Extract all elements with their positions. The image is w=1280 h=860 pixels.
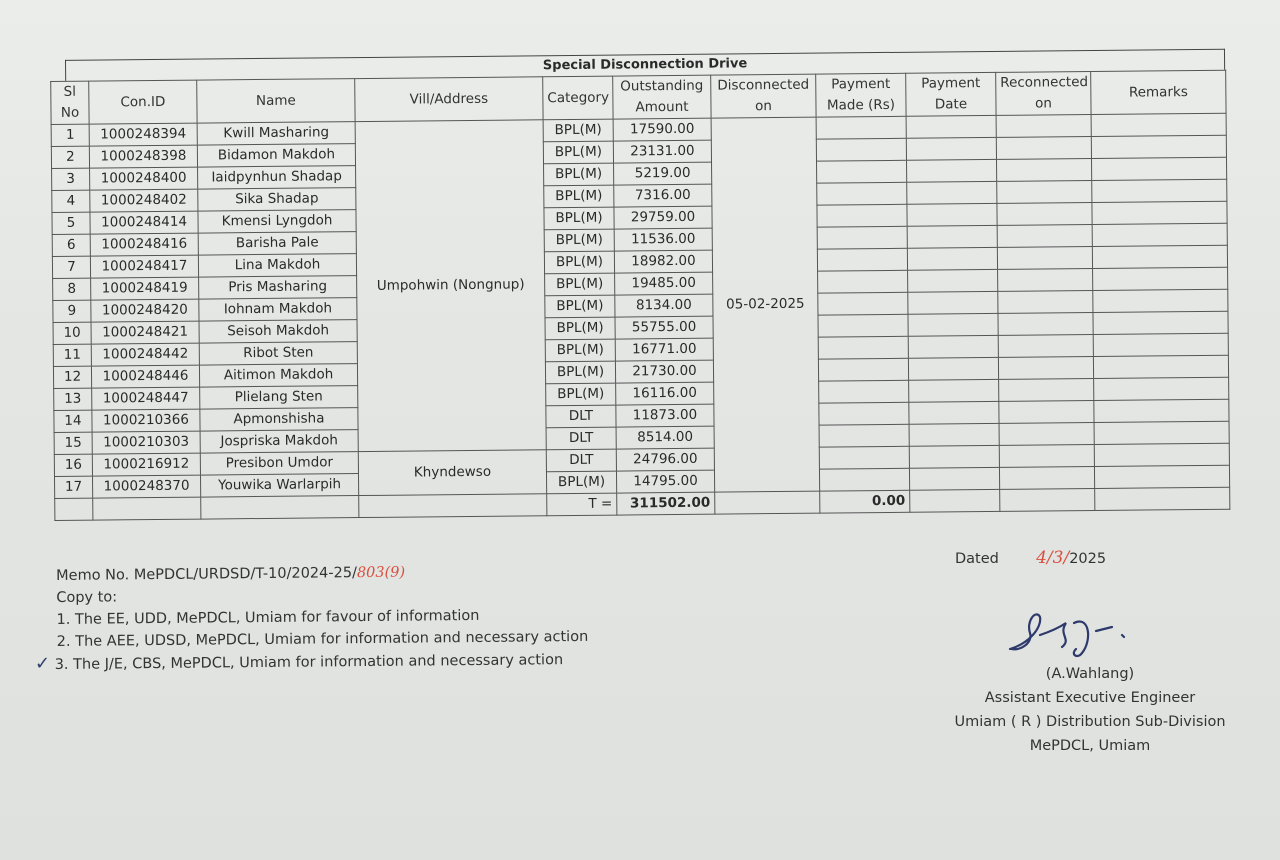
remarks-cell [1093,333,1228,356]
category-cell: DLT [546,405,616,428]
payment-date-cell [909,445,999,468]
con-id-cell: 1000210366 [92,409,200,432]
sl-no-cell: 13 [54,388,92,410]
category-cell: BPL(M) [545,361,615,384]
payment-made-cell [816,138,906,161]
outstanding-amount-cell: 16771.00 [615,338,713,361]
remarks-cell [1093,267,1228,290]
remarks-cell [1092,201,1227,224]
remarks-cell [1094,421,1229,444]
con-id-cell: 1000248447 [92,387,200,410]
header-name: Name [197,79,355,124]
category-cell: DLT [546,449,616,472]
header-payment-made: Payment Made (Rs) [816,73,906,117]
header-disconnected-on: Disconnected on [711,74,816,118]
category-cell: BPL(M) [545,339,615,362]
payment-made-cell [818,314,908,337]
header-category: Category [543,76,613,120]
table-title: Special Disconnection Drive [65,49,1225,81]
category-cell: DLT [546,427,616,450]
category-cell: BPL(M) [543,141,613,164]
name-cell: Apmonshisha [200,408,358,432]
payment-made-cell [818,270,908,293]
reconnected-on-cell [996,159,1091,182]
outstanding-amount-cell: 19485.00 [615,272,713,295]
name-cell: Iaidpynhun Shadap [198,166,356,190]
name-cell: Plielang Sten [200,386,358,410]
header-remarks: Remarks [1091,70,1226,114]
name-cell: Aitimon Makdoh [199,364,357,388]
total-empty-cell [93,497,201,520]
con-id-cell: 1000248419 [91,277,199,300]
name-cell: Youwika Warlarpih [200,474,358,498]
payment-date-cell [907,159,997,182]
payment-date-cell [907,247,997,270]
village-cell: Umpohwin (Nongnup) [355,120,546,452]
payment-date-cell [907,225,997,248]
payment-made-cell [817,182,907,205]
remarks-cell [1091,157,1226,180]
con-id-cell: 1000248402 [90,189,198,212]
village-cell: Khyndewso [358,450,546,496]
category-cell: BPL(M) [544,185,614,208]
name-cell: Seisoh Makdoh [199,320,357,344]
payment-date-cell [908,269,998,292]
category-cell: BPL(M) [546,471,616,494]
outstanding-amount-cell: 16116.00 [616,382,714,405]
outstanding-amount-cell: 24796.00 [616,448,714,471]
remarks-cell [1094,465,1229,488]
reconnected-on-cell [998,334,1093,357]
memo-number-handwritten: 803(9) [356,564,406,582]
remarks-cell [1094,399,1229,422]
remarks-cell [1094,377,1229,400]
total-label: T = [547,493,617,516]
total-empty-cell [1095,487,1230,510]
outstanding-amount-cell: 55755.00 [615,316,713,339]
disconnected-on-cell: 05-02-2025 [711,117,820,492]
disconnection-table [50,70,1230,521]
con-id-cell: 1000216912 [92,453,200,476]
reconnected-on-cell [997,203,1092,226]
category-cell: BPL(M) [546,383,616,406]
payment-made-cell [819,402,909,425]
sl-no-cell: 7 [52,256,90,278]
check-mark-icon: ✓ [34,653,51,675]
signatory-office: Umiam ( R ) Distribution Sub-Division [954,714,1226,730]
payment-made-cell [819,468,909,491]
category-cell: BPL(M) [543,119,613,142]
payment-date-cell [909,401,999,424]
name-cell: Kwill Masharing [197,122,355,146]
category-cell: BPL(M) [545,295,615,318]
name-cell: Lina Makdoh [198,254,356,278]
name-cell: Bidamon Makdoh [197,144,355,168]
outstanding-amount-cell: 11536.00 [614,228,712,251]
remarks-cell [1092,223,1227,246]
payment-made-cell [817,248,907,271]
sl-no-cell: 5 [52,212,90,234]
payment-made-cell [818,292,908,315]
category-cell: BPL(M) [544,229,614,252]
sl-no-cell: 2 [51,146,89,168]
remarks-cell [1093,311,1228,334]
name-cell: Kmensi Lyngdoh [198,210,356,234]
category-cell: BPL(M) [545,273,615,296]
dated-label: Dated [955,551,999,567]
payment-date-cell [908,291,998,314]
copy-item-2: 2. The AEE, UDSD, MePDCL, Umiam for information and necessary action [56,628,589,650]
con-id-cell: 1000248442 [91,343,199,366]
sl-no-cell: 9 [53,300,91,322]
total-empty-cell [1000,488,1095,511]
remarks-cell [1092,245,1227,268]
outstanding-amount-cell: 14795.00 [616,470,714,493]
payment-made-cell [819,380,909,403]
con-id-cell: 1000248417 [90,255,198,278]
reconnected-on-cell [999,378,1094,401]
con-id-cell: 1000248416 [90,233,198,256]
total-empty-cell [715,491,820,514]
sl-no-cell: 12 [53,366,91,388]
payment-total: 0.00 [820,490,910,513]
total-empty-cell [359,494,547,518]
outstanding-amount-cell: 11873.00 [616,404,714,427]
payment-date-cell [906,115,996,138]
reconnected-on-cell [999,466,1094,489]
signatory-designation: Assistant Executive Engineer [984,690,1196,706]
sl-no-cell: 10 [53,322,91,344]
con-id-cell: 1000248446 [91,365,199,388]
category-cell: BPL(M) [544,207,614,230]
sl-no-cell: 6 [52,234,90,256]
outstanding-amount-cell: 5219.00 [614,162,712,185]
copy-to-label: Copy to: [56,589,118,606]
category-cell: BPL(M) [544,163,614,186]
name-cell: Iohnam Makdoh [199,298,357,322]
name-cell: Barisha Pale [198,232,356,256]
remarks-cell [1093,355,1228,378]
total-amount: 311502.00 [617,492,715,515]
reconnected-on-cell [997,247,1092,270]
payment-date-cell [906,137,996,160]
memo-block [34,560,589,676]
total-empty-cell [55,498,93,520]
sl-no-cell: 15 [54,432,92,454]
payment-date-cell [908,313,998,336]
name-cell: Presibon Umdor [200,452,358,476]
remarks-cell [1091,113,1226,136]
payment-made-cell [817,160,907,183]
reconnected-on-cell [997,225,1092,248]
dated-year: 2025 [1069,551,1107,567]
sl-no-cell: 8 [53,278,91,300]
con-id-cell: 1000248420 [91,299,199,322]
con-id-cell: 1000248400 [90,167,198,190]
remarks-cell [1091,135,1226,158]
sl-no-cell: 16 [54,454,92,476]
copy-item-1: 1. The EE, UDD, MePDCL, Umiam for favour of information [56,607,480,628]
signatory-name: (A.Wahlang) [1045,666,1135,682]
con-id-cell: 1000248398 [89,145,197,168]
memo-number-text: Memo No. MePDCL/URDSD/T-10/2024-25/ [56,565,357,584]
con-id-cell: 1000248370 [92,475,200,498]
outstanding-amount-cell: 29759.00 [614,206,712,229]
payment-made-cell [818,336,908,359]
payment-date-cell [909,379,999,402]
payment-date-cell [909,467,999,490]
name-cell: Jospriska Makdoh [200,430,358,454]
header-vill-address: Vill/Address [355,77,543,122]
payment-date-cell [907,203,997,226]
sl-no-cell: 4 [52,190,90,212]
remarks-cell [1094,443,1229,466]
reconnected-on-cell [996,115,1091,138]
name-cell: Ribot Sten [199,342,357,366]
total-empty-cell [910,489,1000,512]
total-empty-cell [201,496,359,520]
header-reconnected-on: Reconnected on [996,72,1091,116]
payment-made-cell [816,116,906,139]
outstanding-amount-cell: 8134.00 [615,294,713,317]
reconnected-on-cell [998,291,1093,314]
name-cell: Sika Shadap [198,188,356,212]
sl-no-cell: 1 [51,124,89,146]
outstanding-amount-cell: 17590.00 [613,118,711,141]
payment-date-cell [908,335,998,358]
payment-date-cell [908,357,998,380]
reconnected-on-cell [997,181,1092,204]
signature-block [950,662,1230,758]
payment-made-cell [817,226,907,249]
sl-no-cell: 11 [53,344,91,366]
payment-made-cell [818,358,908,381]
name-cell: Pris Masharing [199,276,357,300]
con-id-cell: 1000210303 [92,431,200,454]
payment-made-cell [819,424,909,447]
con-id-cell: 1000248421 [91,321,199,344]
category-cell: BPL(M) [544,251,614,274]
copy-item-3-text: 3. The J/E, CBS, MePDCL, Umiam for information and necessary action [54,652,564,674]
outstanding-amount-cell: 18982.00 [614,250,712,273]
outstanding-amount-cell: 21730.00 [615,360,713,383]
reconnected-on-cell [999,400,1094,423]
outstanding-amount-cell: 7316.00 [614,184,712,207]
header-con-id: Con.ID [89,80,197,124]
payment-date-cell [907,181,997,204]
table-body [51,113,1230,498]
header-payment-date: Payment Date [906,72,996,116]
reconnected-on-cell [998,312,1093,335]
payment-date-cell [909,423,999,446]
remarks-cell [1093,289,1228,312]
reconnected-on-cell [999,444,1094,467]
header-outstanding-amount: Outstanding Amount [613,75,711,119]
con-id-cell: 1000248414 [90,211,198,234]
reconnected-on-cell [998,356,1093,379]
con-id-cell: 1000248394 [89,123,197,146]
outstanding-amount-cell: 8514.00 [616,426,714,449]
category-cell: BPL(M) [545,317,615,340]
remarks-cell [1092,179,1227,202]
outstanding-amount-cell: 23131.00 [613,140,711,163]
sl-no-cell: 14 [54,410,92,432]
reconnected-on-cell [998,269,1093,292]
header-sl-no: Sl No [51,81,89,124]
signatory-org: MePDCL, Umiam [1029,738,1151,754]
dated-block [955,548,1106,568]
copy-item-3 [35,648,589,676]
sl-no-cell: 3 [52,168,90,190]
reconnected-on-cell [996,137,1091,160]
handwritten-signature [1000,605,1140,660]
disconnection-sheet [50,49,1229,521]
sl-no-cell: 17 [54,476,92,498]
dated-handwritten: 4/3/ [1036,548,1070,568]
payment-made-cell [819,446,909,469]
payment-made-cell [817,204,907,227]
reconnected-on-cell [999,422,1094,445]
